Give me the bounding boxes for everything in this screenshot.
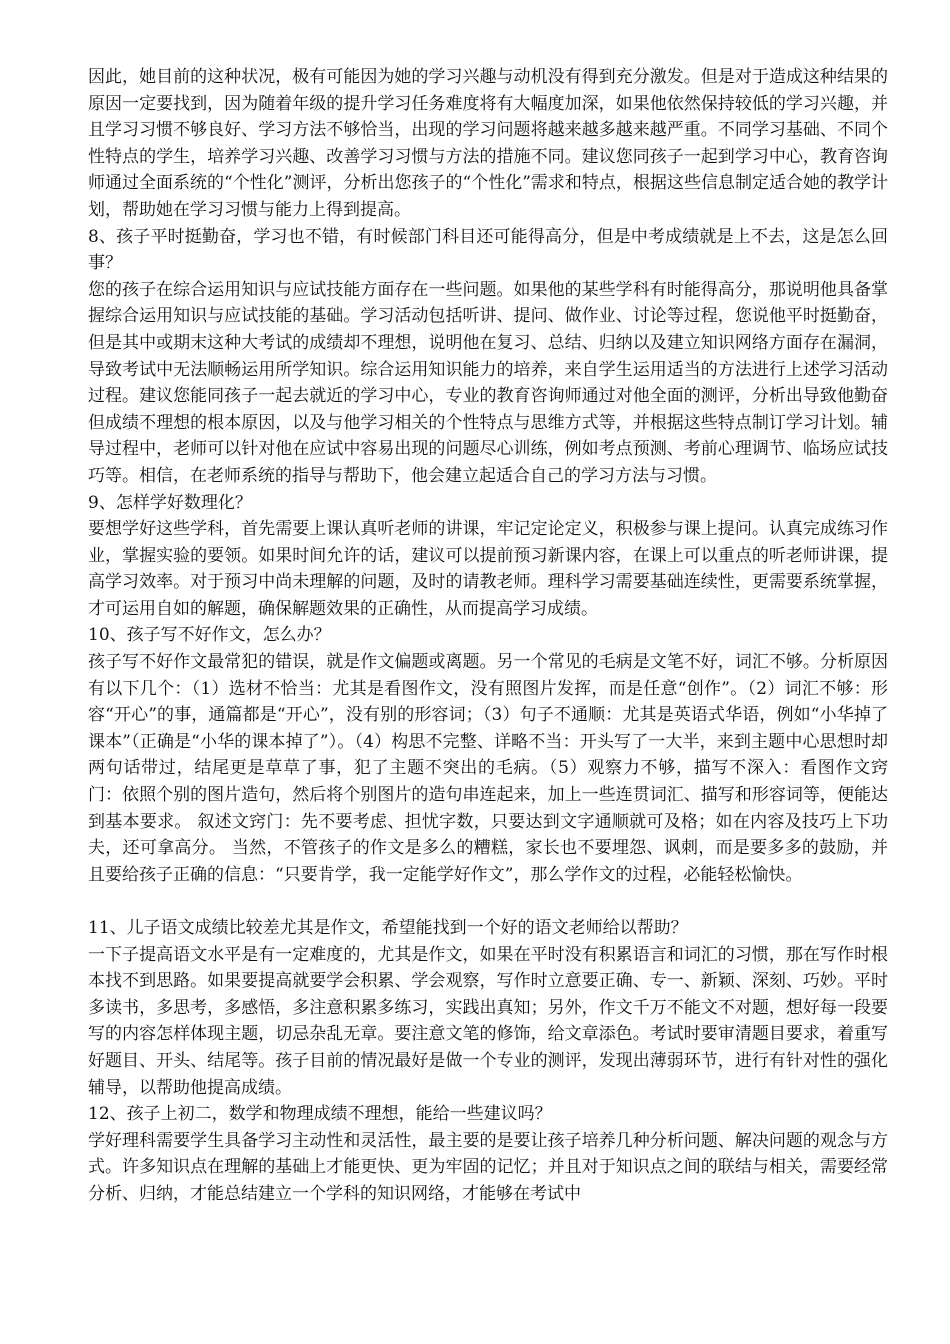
answer-12-paragraph: 学好理科需要学生具备学习主动性和灵活性，最主要的是要让孩子培养几种分析问题、解决问题的观念与方式。许多知识点在理解的基础上才能更快、更为牢固的记忆；并且对于知识点之间的联结与相关，需要经常分析、归纳，才能总结建立一个学科的知识网络，才能够在考试中 [88, 1130, 888, 1204]
answer-10-paragraph: 孩子写不好作文最常犯的错误，就是作文偏题或离题。另一个常见的毛病是文笔不好，词汇不够。分析原因有以下几个：（1）选材不恰当：尤其是看图作文，没有照图片发挥，而是任意“创作”。（2）词汇不够：形容“开心”的事，通篇都是“开心”，没有别的形容词；（3）句子不通顺：尤其是英语式华语，例如“小华掉了课本”（正确是“小华的课本掉了”）。（4）构思不完整、详略不当：开头写了一大半，来到主题中心思想时却两句话带过，结尾更是草草了事，犯了主题不突出的毛病。（5）观察力不够，描写不深入：看图作文窍门：依照个别的图片造句，然后将个别图片的造句串连起来，加上一些连贯词汇、描写和形容词等，便能达到基本要求。 叙述文窍门：先不要考虑、担忧字数，只要达到文字通顺就可及格；如在内容及技巧上下功夫，还可拿高分。 当然，不管孩子的作文是多么的糟糕，家长也不要埋怨、讽刺，而是要多多的鼓励，并且要给孩子正确的信息：“只要肯学，我一定能学好作文”，那么学作文的过程，必能轻松愉快。 [88, 652, 888, 885]
question-10-heading: 10、孩子写不好作文，怎么办？ [88, 625, 331, 646]
answer-8-paragraph: 您的孩子在综合运用知识与应试技能方面存在一些问题。如果他的某些学科有时能得高分，那说明他具备掌握综合运用知识与应试技能的基础。学习活动包括听讲、提问、做作业、讨论等过程，您说他平时挺勤奋，但是其中或期末这种大考试的成绩却不理想，说明他在复习、总结、归纳以及建立知识网络方面存在漏洞，导致考试中无法顺畅运用所学知识。综合运用知识能力的培养，来自学生运用适当的方法进行上述学习活动过程。建议您能同孩子一起去就近的学习中心，专业的教育咨询师通过对他全面的测评，分析出导致他勤奋但成绩不理想的根本原因，以及与他学习相关的个性特点与思维方式等，并根据这些特点制订学习计划。辅导过程中，老师可以针对他在应试中容易出现的问题尽心训练，例如考点预测、考前心理调节、临场应试技巧等。相信，在老师系统的指导与帮助下，他会建立起适合自己的学习方法与习惯。 [88, 279, 888, 486]
paragraph-intro-continued: 因此，她目前的这种状况，极有可能因为她的学习兴趣与动机没有得到充分激发。但是对于造成这种结果的原因一定要找到，因为随着年级的提升学习任务难度将有大幅度加深，如果他依然保持较低的学习兴趣，并且学习习惯不够良好、学习方法不够恰当，出现的学习问题将越来越多越来越严重。不同学习基础、不同个性特点的学生，培养学习兴趣、改善学习习惯与方法的措施不同。建议您同孩子一起到学习中心，教育咨询师通过全面系统的“个性化”测评，分析出您孩子的“个性化”需求和特点，根据这些信息制定适合她的教学计划，帮助她在学习习惯与能力上得到提高。 [88, 67, 888, 220]
question-8-heading: 8、孩子平时挺勤奋，学习也不错，有时候部门科目还可能得高分，但是中考成绩就是上不去，这是怎么回事？ [88, 226, 888, 274]
question-12-heading: 12、孩子上初二，数学和物理成绩不理想，能给一些建议吗？ [88, 1104, 552, 1125]
question-11-heading: 11、儿子语文成绩比较差尤其是作文，希望能找到一个好的语文老师给以帮助？ [88, 918, 688, 938]
answer-11-paragraph: 一下子提高语文水平是有一定难度的，尤其是作文，如果在平时没有积累语言和词汇的习惯，那在写作时根本找不到思路。如果要提高就要学会积累、学会观察，写作时立意要正确、专一、新颖、深刻、巧妙。平时多读书，多思考，多感悟，多注意积累多练习，实践出真知；另外，作文千万不能文不对题，想好每一段要写的内容怎样体现主题，切忌杂乱无章。要注意文笔的修饰，给文章添色。考试时要审清题目要求，着重写好题目、开头、结尾等。孩子目前的情况最好是做一个专业的测评，发现出薄弱环节，进行有针对性的强化辅导，以帮助他提高成绩。 [88, 944, 888, 1098]
answer-9-paragraph: 要想学好这些学科，首先需要上课认真听老师的讲课，牢记定论定义，积极参与课上提问。认真完成练习作业，掌握实验的要领。如果时间允许的话，建议可以提前预习新课内容，在课上可以重点的听老师讲课，提高学习效率。对于预习中尚未理解的问题，及时的请教老师。理科学习需要基础连续性，更需要系统掌握，才可运用自如的解题，确保解题效果的正确性，从而提高学习成绩。 [88, 519, 888, 619]
question-9-heading: 9、怎样学好数理化？ [88, 492, 252, 513]
blank-line [88, 888, 888, 915]
document-body [88, 64, 888, 1208]
